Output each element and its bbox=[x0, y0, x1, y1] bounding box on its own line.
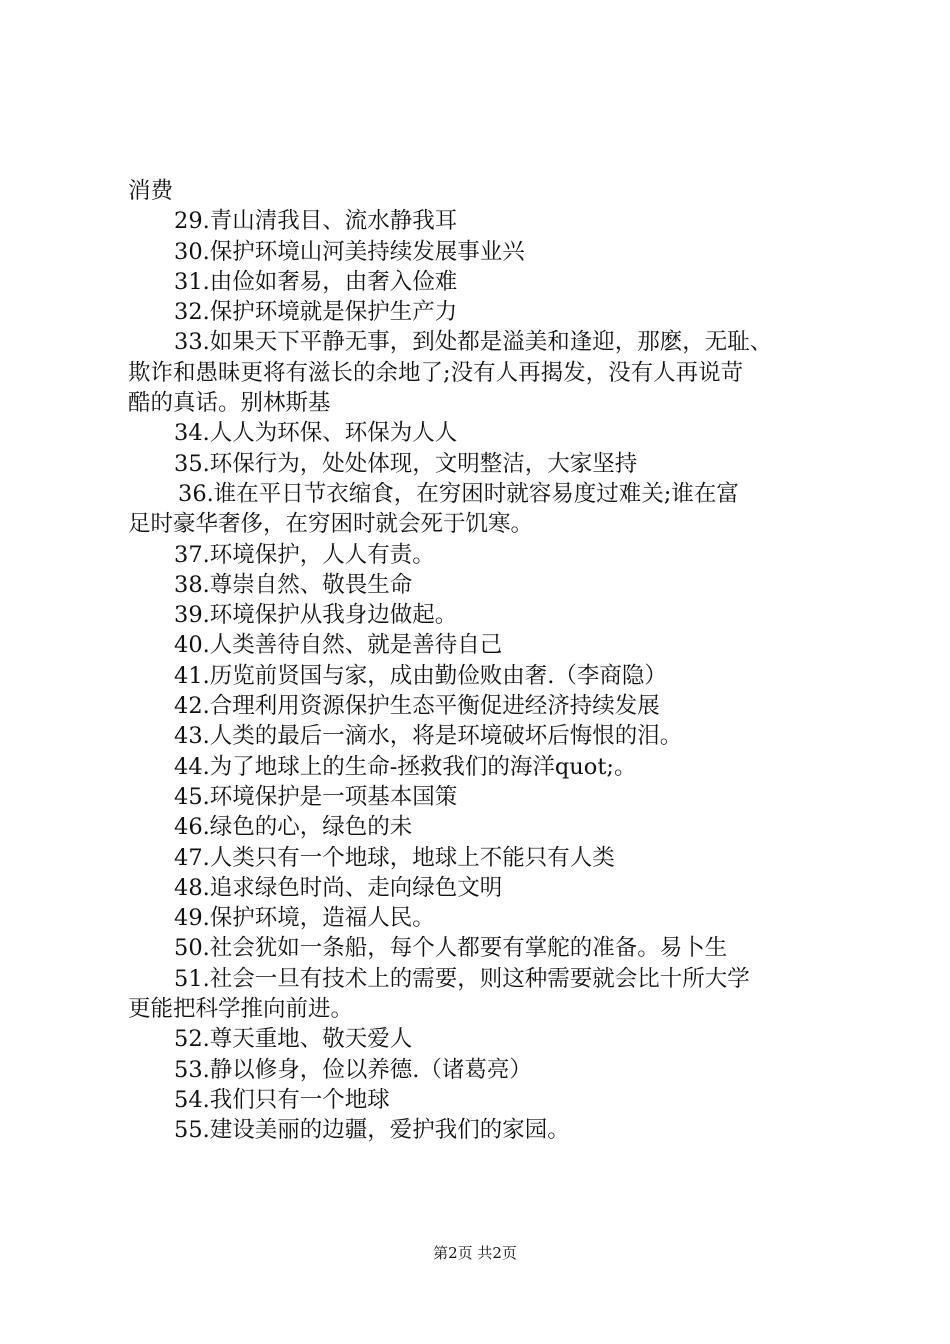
text-line: 29.青山清我目、流水静我耳 bbox=[174, 208, 458, 235]
page-footer bbox=[0, 1243, 950, 1263]
text-line: 43.人类的最后一滴水，将是环境破坏后悔恨的泪。 bbox=[174, 723, 683, 750]
text-line: 39.环境保护从我身边做起。 bbox=[174, 602, 458, 629]
text-line: 足时豪华奢侈，在穷困时就会死于饥寒。 bbox=[128, 511, 534, 538]
text-line: 47.人类只有一个地球，地球上不能只有人类 bbox=[174, 844, 615, 871]
text-line: 45.环境保护是一项基本国策 bbox=[174, 783, 458, 810]
text-line: 44.为了地球上的生命-拯救我们的海洋quot;。 bbox=[174, 753, 637, 780]
text-line: 40.人类善待自然、就是善待自己 bbox=[174, 632, 503, 659]
page-number-label: 第2页 共2页 bbox=[433, 1244, 517, 1262]
text-line: 更能把科学推向前进。 bbox=[128, 996, 354, 1023]
text-line: 31.由俭如奢易，由奢入俭难 bbox=[174, 268, 458, 295]
text-line: 51.社会一旦有技术上的需要，则这种需要就会比十所大学 bbox=[174, 965, 750, 992]
document-body bbox=[128, 176, 838, 1146]
text-line: 50.社会犹如一条船，每个人都要有掌舵的准备。易卜生 bbox=[174, 935, 728, 962]
text-line: 54.我们只有一个地球 bbox=[174, 1086, 390, 1113]
text-line: 42.合理利用资源保护生态平衡促进经济持续发展 bbox=[174, 693, 660, 720]
text-line: 55.建设美丽的边疆，爱护我们的家园。 bbox=[174, 1117, 570, 1144]
text-line: 53.静以修身，俭以养德.（诸葛亮） bbox=[174, 1056, 532, 1083]
text-line: 30.保护环境山河美持续发展事业兴 bbox=[174, 238, 525, 265]
text-line: 48.追求绿色时尚、走向绿色文明 bbox=[174, 874, 503, 901]
text-line: 35.环保行为，处处体现，文明整洁，大家坚持 bbox=[174, 450, 638, 477]
text-line: 欺诈和愚昧更将有滋长的余地了;没有人再揭发，没有人再说苛 bbox=[128, 359, 744, 386]
text-line: 38.尊崇自然、敬畏生命 bbox=[174, 571, 413, 598]
text-line: 46.绿色的心，绿色的未 bbox=[174, 814, 413, 841]
text-line: 33.如果天下平静无事，到处都是溢美和逢迎，那麽，无耻、 bbox=[174, 329, 773, 356]
text-line: 52.尊天重地、敬天爱人 bbox=[174, 1026, 413, 1053]
text-line: 41.历览前贤国与家，成由勤俭败由奢.（李商隐） bbox=[174, 662, 667, 689]
text-line: 消费 bbox=[128, 178, 174, 204]
text-line: 36.谁在平日节衣缩食，在穷困时就容易度过难关;谁在富 bbox=[178, 480, 739, 507]
text-line: 34.人人为环保、环保为人人 bbox=[174, 420, 458, 447]
text-line: 49.保护环境，造福人民。 bbox=[174, 905, 435, 932]
text-line: 32.保护环境就是保护生产力 bbox=[174, 299, 458, 326]
text-line: 37.环境保护，人人有责。 bbox=[174, 541, 435, 568]
text-line: 酷的真话。别林斯基 bbox=[128, 390, 331, 417]
